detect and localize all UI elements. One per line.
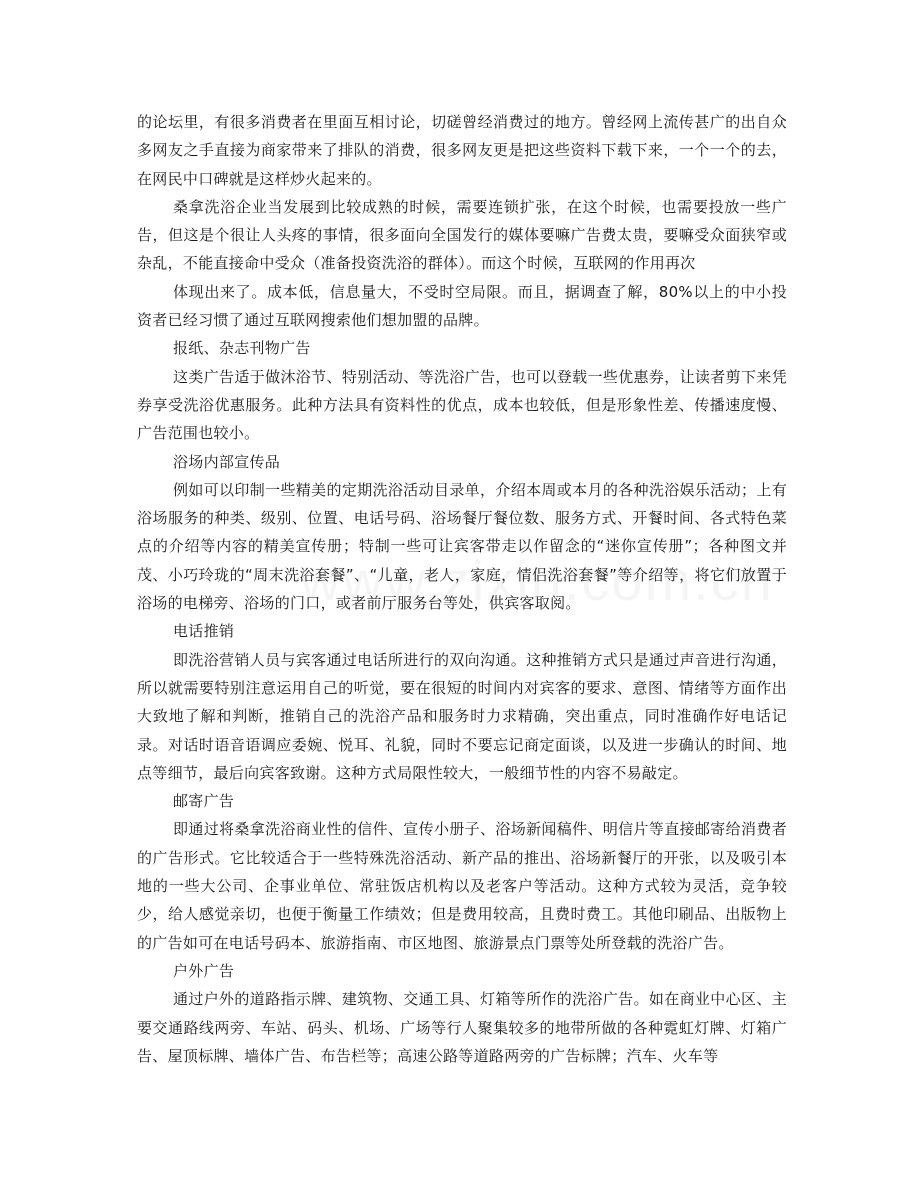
paragraph-newspaper-ads: 这类广告适于做沐浴节、特别活动、等洗浴广告，也可以登载一些优惠券，让读者剪下来凭券享受洗浴优惠服务。此种方法具有资料性的优点，成本也较低，但是形象性差、传播速度慢、广告范围也较小。 bbox=[137, 367, 787, 443]
heading-newspaper-ads: 报纸、杂志刊物广告 bbox=[173, 339, 311, 358]
paragraph-mail-ads: 即通过将桑拿洗浴商业性的信件、宣传小册子、浴场新闻稿件、明信片等直接邮寄给消费者的广告形式。它比较适合于一些特殊洗浴活动、新产品的推出、浴场新餐厅的开张，以及吸引本地的一些大公司、企事业单位、常驻饭店机构以及老客户等活动。这种方式较为灵活，竞争较少，给人感觉亲切，也便于衡量工作绩效；但是费用较高，且费时费工。其他印刷品、出版物上的广告如可在电话号码本、旅游指南、市区地图、旅游景点门票等处所登载的洗浴广告。 bbox=[137, 820, 787, 952]
paragraph-forum-word-of-mouth: 的论坛里，有很多消费者在里面互相讨论，切磋曾经消费过的地方。曾经网上流传甚广的出自众多网友之手直接为商家带来了排队的消费，很多网友更是把这些资料下载下来，一个一个的去，在网民中口碑就是这样炒火起来的。 bbox=[137, 113, 787, 188]
heading-phone-sales: 电话推销 bbox=[173, 622, 235, 641]
paragraph-phone-sales: 即洗浴营销人员与宾客通过电话所进行的双向沟通。这种推销方式只是通过声音进行沟通，所以就需要特别注意运用自己的听觉，要在很短的时间内对宾客的要求、意图、情绪等方面作出大致地了解和判断，推销自己的洗浴产品和服务时力求精确，突出重点，同时准确作好电话记录。对话时语音语调应委婉、悦耳、礼貌，同时不要忘记商定面谈，以及进一步确认的时间、地点等细节，最后向宾客致谢。这种方式局限性较大，一般细节性的内容不易敲定。 bbox=[137, 650, 787, 782]
heading-internal-promo: 浴场内部宣传品 bbox=[173, 452, 281, 471]
document-page bbox=[137, 108, 787, 1070]
heading-outdoor-ads: 户外广告 bbox=[173, 961, 235, 980]
paragraph-outdoor-ads: 通过户外的道路指示牌、建筑物、交通工具、灯箱等所作的洗浴广告。如在商业中心区、主要交通路线两旁、车站、码头、机场、广场等行人聚集较多的地带所做的各种霓虹灯牌、灯箱广告、屋顶标牌、墙体广告、布告栏等；高速公路等道路两旁的广告标牌；汽车、火车等 bbox=[137, 990, 787, 1065]
paragraph-internet-advantage: 体现出来了。成本低，信息量大，不受时空局限。而且，据调查了解，80%以上的中小投资者已经习惯了通过互联网搜索他们想加盟的品牌。 bbox=[137, 282, 787, 330]
paragraph-chain-expansion: 桑拿洗浴企业当发展到比较成熟的时候，需要连锁扩张，在这个时候，也需要投放一些广告，但这是个很让人头疼的事情，很多面向全国发行的媒体要嘛广告费太贵，要嘛受众面狭窄或杂乱，不能直接命中受众（准备投资洗浴的群体）。而这个时候，互联网的作用再次 bbox=[137, 197, 787, 273]
heading-mail-ads: 邮寄广告 bbox=[173, 792, 235, 811]
paragraph-internal-promo: 例如可以印制一些精美的定期洗浴活动目录单，介绍本周或本月的各种洗浴娱乐活动；上有浴场服务的种类、级别、位置、电话号码、浴场餐厅餐位数、服务方式、开餐时间、各式特色菜点的介绍等内容的精美宣传册；特制一些可让宾客带走以作留念的“迷你宣传册”；各种图文并茂、小巧玲珑的“周末洗浴套餐”、“儿童，老人，家庭，情侣洗浴套餐”等介绍等，将它们放置于浴场的电梯旁、浴场的门口，或者前厅服务台等处，供宾客取阅。 bbox=[137, 480, 787, 613]
